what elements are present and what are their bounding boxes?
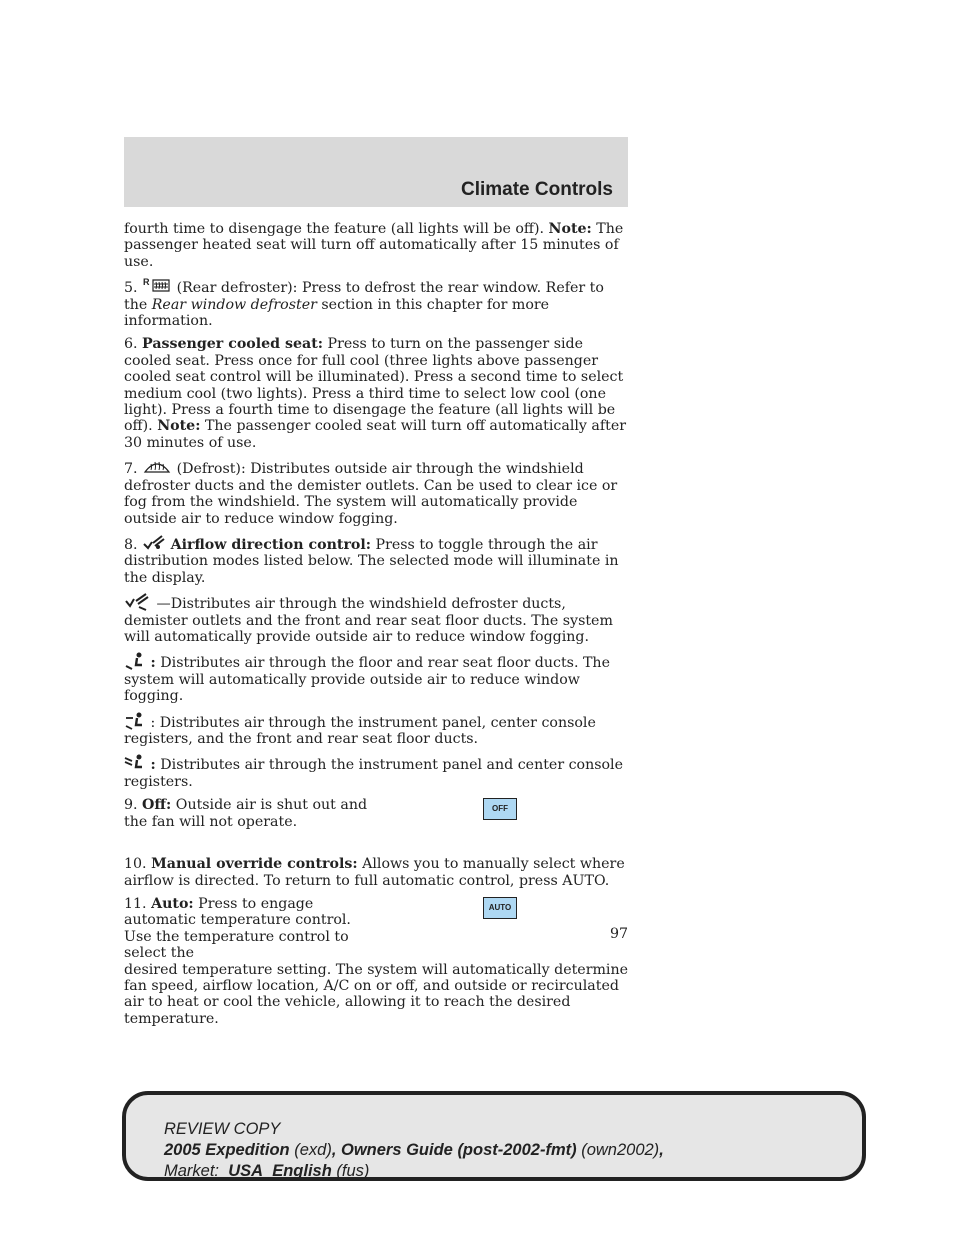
item-text: Press to turn on the passenger side cooled seat. Press once for full cool (three lights above passenger cooled seat control will be illuminated). Press a second time to select medium cool (two lights). Press a third time to select low cool (one light). Press a fourth time to disengage the feature (all lights will be off). xyxy=(124,336,624,435)
item-7 xyxy=(124,458,628,527)
note-text: The passenger cooled seat will turn off automatically after 30 minutes of use. xyxy=(124,418,627,451)
section-header xyxy=(124,137,628,207)
footer-guide-code: (own2002) xyxy=(576,1141,660,1159)
review-copy-label: REVIEW COPY xyxy=(164,1120,281,1138)
mode-colon: : xyxy=(150,757,156,774)
page-content xyxy=(124,221,628,1027)
mode-text: Distributes air through the instrument panel and center console registers. xyxy=(124,757,623,790)
footer-market: USA_English xyxy=(228,1162,332,1180)
item-number: 6. xyxy=(124,336,143,353)
item-6 xyxy=(124,336,628,451)
intro-text: fourth time to disengage the feature (all lights will be off). xyxy=(124,221,549,237)
item-11 xyxy=(124,896,628,1027)
mode-text: —Distributes air through the windshield defroster ducts, demister outlets and the front and rear seat floor ducts. The system will automatically provide outside air to reduce window fogging. xyxy=(124,596,613,645)
item-5 xyxy=(124,277,628,329)
item-number: 5. xyxy=(124,280,138,297)
mode-text: Distributes air through the floor and rear seat floor ducts. The system will automatically provide outside air to reduce window fogging. xyxy=(124,655,610,705)
panel-mode-icon xyxy=(124,754,146,772)
item-text: Outside air is shut out and the fan will not operate. xyxy=(124,797,368,830)
item-10 xyxy=(124,856,628,889)
note-label: Note: xyxy=(548,221,592,237)
intro-paragraph xyxy=(124,221,628,270)
review-copy-footer xyxy=(122,1091,866,1181)
item-9-text xyxy=(124,797,374,830)
footer-model-line xyxy=(164,1140,664,1161)
defrost-icon xyxy=(142,458,172,476)
item-number: 7. xyxy=(124,461,138,478)
item-11-text xyxy=(124,896,374,962)
rear-defroster-icon xyxy=(142,277,172,295)
footer-model: 2005 Expedition xyxy=(164,1141,290,1159)
page-number: 97 xyxy=(609,926,628,942)
auto-button-illustration: AUTO xyxy=(483,897,517,919)
item-text: Press to engage automatic temperature control. Use the temperature control to select the xyxy=(124,896,351,962)
item-number: 9. xyxy=(124,797,143,814)
mode-panel xyxy=(124,754,628,790)
footer-market-label: Market: xyxy=(164,1162,229,1180)
airflow-direction-icon xyxy=(142,534,166,552)
note-label: Note: xyxy=(157,418,201,435)
item-number: 11. xyxy=(124,896,152,912)
item-11-text-cont: desired temperature setting. The system will automatically determine fan speed, airflow location, A/C on or off, and outside or recirculated air to heat or cool the vehicle, allowing it to reach the desired temperature. xyxy=(124,961,629,1027)
item-label: Off: xyxy=(142,797,172,814)
item-8 xyxy=(124,534,628,586)
item-number: 10. xyxy=(124,856,152,873)
panel-floor-mode-icon xyxy=(124,712,146,730)
cross-reference-link[interactable]: Rear window defroster xyxy=(151,296,317,313)
footer-model-code: (exd) xyxy=(289,1141,332,1159)
item-9 xyxy=(124,797,628,849)
footer-guide: , Owners Guide (post-2002-fmt) xyxy=(331,1141,577,1159)
note-text: The passenger heated seat will turn off automatically after 15 minutes of use. xyxy=(124,221,624,270)
item-text: Press to toggle through the air distribution modes listed below. The selected mode will illuminate in the display. xyxy=(124,536,619,586)
mode-floor xyxy=(124,652,628,704)
item-text: (Defrost): Distributes outside air through the windshield defroster ducts and the demister outlets. Can be used to clear ice or fog from the windshield. The system will automatically provide outside air to reduce window fogging. xyxy=(124,461,618,527)
item-label: Auto: xyxy=(151,896,194,912)
floor-defrost-mode-icon xyxy=(124,593,152,611)
item-number: 8. xyxy=(124,536,138,553)
section-title: Climate Controls xyxy=(460,179,613,200)
item-label: Airflow direction control: xyxy=(170,536,372,553)
floor-mode-icon xyxy=(124,652,146,670)
footer-comma: , xyxy=(659,1141,664,1159)
mode-text: : Distributes air through the instrument panel, center console registers, and the front and rear seat floor ducts. xyxy=(124,714,596,747)
item-text: (Rear defroster): Press to defrost the rear window. Refer to the xyxy=(124,280,604,313)
mode-floor-defrost xyxy=(124,593,628,645)
item-label: Passenger cooled seat: xyxy=(142,336,324,353)
off-button-illustration: OFF xyxy=(483,798,517,820)
mode-colon: : xyxy=(150,655,156,672)
footer-text xyxy=(164,1119,664,1182)
footer-market-code: (fus) xyxy=(331,1162,370,1180)
svg-text:R: R xyxy=(143,277,150,288)
item-label: Manual override controls: xyxy=(151,856,358,873)
footer-market-line xyxy=(164,1161,664,1182)
item-text-cont: section in this chapter for more information. xyxy=(124,296,550,330)
mode-panel-floor xyxy=(124,712,628,748)
item-text: Allows you to manually select where airflow is directed. To return to full automatic control, press AUTO. xyxy=(124,856,625,889)
